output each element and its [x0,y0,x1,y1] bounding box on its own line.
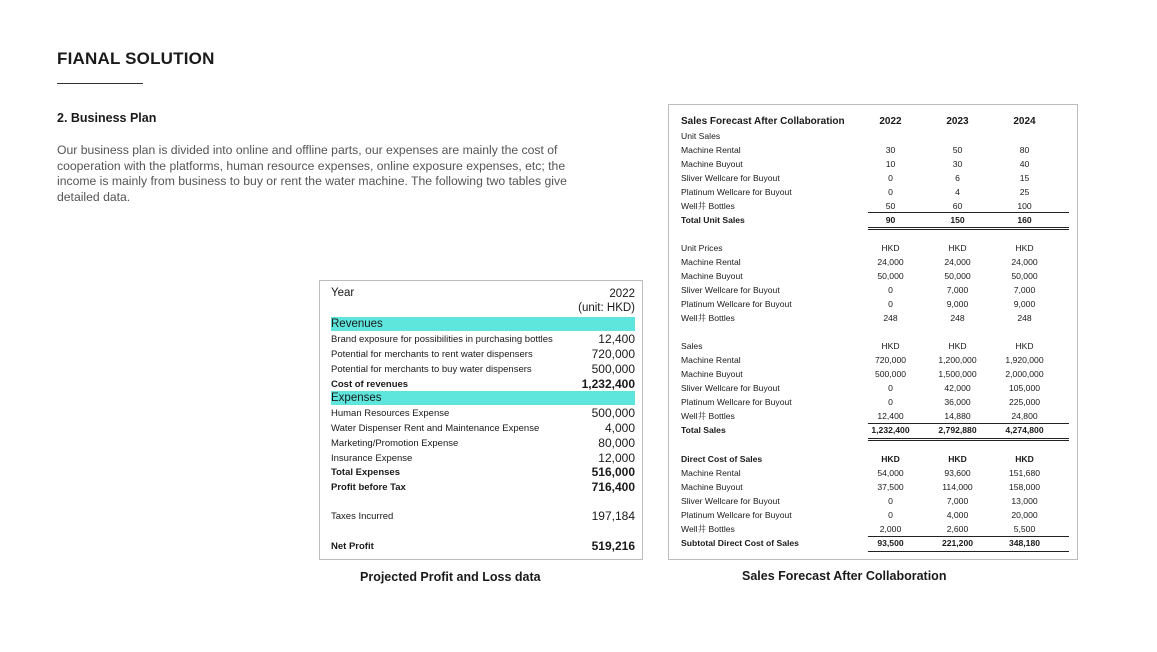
sf-cell: 9,000 [1013,299,1036,309]
sf-cell: 37,500 [877,482,904,492]
sf-row [681,199,1069,213]
sf-cell: 4,000 [946,510,969,520]
sf-cell: 15 [1019,173,1030,183]
sf-row-label: Direct Cost of Sales [681,454,763,464]
sf-cell: 50,000 [1011,271,1038,281]
pl-row: Brand exposure for possibilities in purchasing bottles 12,400 [331,332,635,346]
sf-cell: 0 [888,496,893,506]
sf-cell: 0 [888,383,893,393]
sf-cell: 20,000 [1011,510,1038,520]
sf-row [681,381,1069,395]
sf-cell: 105,000 [1008,383,1041,393]
sf-cell: 348,180 [1008,538,1041,548]
sf-cell: 60 [952,201,963,211]
sf-cell: 248 [950,313,965,323]
pl-row: Potential for merchants to rent water dispensers 720,000 [331,347,635,361]
sf-cell: 93,500 [877,538,904,548]
sf-row [681,536,1069,550]
sf-row [681,213,1069,227]
sf-row [681,255,1069,269]
sf-cell: 2,792,880 [938,425,977,435]
sf-row-label: Total Unit Sales [681,215,745,225]
sf-cell: 151,680 [1008,468,1041,478]
sf-total-rule [868,551,1069,552]
sf-row-label: Machine Rental [681,355,741,365]
sf-cell: 9,000 [946,299,969,309]
sf-cell: 50,000 [944,271,971,281]
pl-row: Insurance Expense 12,000 [331,451,635,465]
sf-cell: 4 [955,187,960,197]
sf-cell: HKD [948,341,967,351]
pl-profit-before-tax: Profit before Tax 716,400 [331,480,635,494]
sf-cell: 54,000 [877,468,904,478]
sf-cell: 1,232,400 [871,425,910,435]
sf-cell: 80 [1019,145,1030,155]
sf-row-label: Platinum Wellcare for Buyout [681,397,792,407]
sf-row-label: Sales [681,341,703,351]
sf-row [681,452,1069,466]
sf-cell: 93,600 [944,468,971,478]
page-title: FIANAL SOLUTION [57,49,215,68]
sf-row-label: Platinum Wellcare for Buyout [681,510,792,520]
sf-cell: 1,200,000 [938,355,977,365]
sf-cell: HKD [881,243,900,253]
sf-row-label: Sliver Wellcare for Buyout [681,496,780,506]
sf-cell: 0 [888,173,893,183]
sf-total-rule [868,536,1069,537]
sf-cell: HKD [1015,454,1034,464]
pl-year: 2022 [609,288,635,300]
sf-row [681,311,1069,325]
sf-cell: 0 [888,187,893,197]
profit-loss-table [319,280,643,560]
pl-row: Potential for merchants to buy water dispensers 500,000 [331,362,635,376]
section-heading: 2. Business Plan [57,111,157,125]
sf-row-label: Well井 Bottles [681,524,735,534]
sf-row [681,353,1069,367]
sf-cell: 720,000 [874,355,907,365]
sf-row [681,297,1069,311]
sf-row [681,269,1069,283]
pl-revenues-heading: Revenues [331,317,635,331]
sf-cell: 6 [955,173,960,183]
sf-cell: 0 [888,285,893,295]
sf-row [681,423,1069,437]
sf-row [681,129,1069,143]
sf-cell: 40 [1019,159,1030,169]
sf-total-rule [868,423,1069,424]
sf-row [681,367,1069,381]
pl-total-expenses: Total Expenses 516,000 [331,465,635,479]
sf-row-label: Subtotal Direct Cost of Sales [681,538,799,548]
sf-cell: 36,000 [944,397,971,407]
sf-cell: 24,800 [1011,411,1038,421]
sf-cell: 500,000 [874,369,907,379]
sf-cell: 12,400 [877,411,904,421]
sf-title: Sales Forecast After Collaboration [681,115,845,127]
pl-caption: Projected Profit and Loss data [360,570,541,584]
pl-cost-of-revenues: Cost of revenues 1,232,400 [331,377,635,391]
sf-row-label: Machine Buyout [681,271,743,281]
sf-cell: 225,000 [1008,397,1041,407]
sf-row [681,283,1069,297]
sf-cell: 30 [885,145,896,155]
sf-row-label: Unit Sales [681,131,721,141]
sf-row-label: Platinum Wellcare for Buyout [681,299,792,309]
pl-unit: (unit: HKD) [578,302,635,314]
sf-cell: 25 [1019,187,1030,197]
pl-row: Marketing/Promotion Expense 80,000 [331,436,635,450]
sf-cell: 160 [1017,215,1032,225]
sf-row [681,480,1069,494]
sf-year: 2022 [879,115,902,127]
sf-cell: 158,000 [1008,482,1041,492]
sf-cell: 24,000 [944,257,971,267]
sf-total-rule [868,440,1069,441]
sf-cell: 7,000 [1013,285,1036,295]
sf-row-label: Total Sales [681,425,726,435]
sf-cell: 4,274,800 [1005,425,1044,435]
sf-cell: 1,920,000 [1005,355,1044,365]
sf-row-label: Machine Rental [681,468,741,478]
sf-cell: HKD [948,454,967,464]
sf-row [681,185,1069,199]
pl-expenses-heading: Expenses [331,391,635,405]
sf-cell: 14,880 [944,411,971,421]
sf-row-label: Platinum Wellcare for Buyout [681,187,792,197]
sf-cell: 50,000 [877,271,904,281]
sf-cell: 50 [952,145,963,155]
sf-cell: 0 [888,299,893,309]
sf-year: 2024 [1013,115,1036,127]
sf-row [681,241,1069,255]
sf-cell: 24,000 [1011,257,1038,267]
sf-cell: 248 [1017,313,1032,323]
sf-row [681,508,1069,522]
sf-cell: 114,000 [942,482,973,492]
sf-cell: 1,500,000 [938,369,977,379]
sf-cell: 5,500 [1013,524,1036,534]
sf-row-label: Machine Buyout [681,369,743,379]
sf-cell: 0 [888,397,893,407]
sf-cell: 10 [885,159,896,169]
sf-row [681,466,1069,480]
sf-row-label: Machine Buyout [681,482,743,492]
sf-row [681,339,1069,353]
sf-row-label: Well井 Bottles [681,411,735,421]
sf-cell: 0 [888,510,893,520]
pl-net-profit: Net Profit 519,216 [331,539,635,553]
sf-cell: 150 [950,215,965,225]
sf-cell: HKD [1015,341,1034,351]
sf-total-rule [868,227,1069,228]
sf-cell: 90 [885,215,896,225]
sf-cell: HKD [948,243,967,253]
sf-row-label: Sliver Wellcare for Buyout [681,173,780,183]
sf-row-label: Machine Rental [681,145,741,155]
sf-row-label: Machine Buyout [681,159,743,169]
sf-row [681,409,1069,423]
sf-header-row [681,114,1069,128]
sf-year: 2023 [946,115,969,127]
pl-year-value [578,287,635,315]
title-underline [57,83,143,84]
sf-row [681,143,1069,157]
sf-row [681,157,1069,171]
sf-cell: 2,000 [879,524,902,534]
sf-row-label: Well井 Bottles [681,201,735,211]
sf-caption: Sales Forecast After Collaboration [742,569,947,583]
sf-row-label: Machine Rental [681,257,741,267]
sf-row [681,171,1069,185]
sf-cell: 221,200 [941,538,974,548]
sf-cell: 13,000 [1011,496,1038,506]
sf-cell: 7,000 [946,285,969,295]
sf-cell: 7,000 [946,496,969,506]
sf-row [681,522,1069,536]
sf-cell: 42,000 [944,383,971,393]
sf-cell: 2,600 [946,524,969,534]
sf-row-label: Sliver Wellcare for Buyout [681,383,780,393]
sf-row-label: Unit Prices [681,243,723,253]
sf-cell: 248 [883,313,898,323]
sf-total-rule [868,438,1069,439]
sf-cell: 100 [1017,201,1032,211]
sf-cell: HKD [881,341,900,351]
sf-total-rule [868,212,1069,213]
sf-row [681,494,1069,508]
sf-cell: 30 [952,159,963,169]
pl-year-label: Year [331,287,355,299]
sf-row [681,395,1069,409]
pl-row: Human Resources Expense 500,000 [331,406,635,420]
sales-forecast-table [668,104,1078,560]
sf-cell: HKD [1015,243,1034,253]
sf-cell: 50 [885,201,896,211]
sf-row-label: Well井 Bottles [681,313,735,323]
sf-cell: 2,000,000 [1005,369,1044,379]
pl-row: Water Dispenser Rent and Maintenance Expense 4,000 [331,421,635,435]
sf-cell: HKD [881,454,900,464]
sf-cell: 24,000 [877,257,904,267]
pl-taxes: Taxes Incurred 197,184 [331,509,635,523]
sf-total-rule [868,229,1069,230]
intro-paragraph: Our business plan is divided into online and offline parts, our expenses are mainly the cost of cooperation with the platforms, human resource expenses, online exposure expenses, etc; the income is mainly from business to buy or rent the water machine. The following two tables give detailed data. [57,143,567,204]
sf-row-label: Sliver Wellcare for Buyout [681,285,780,295]
